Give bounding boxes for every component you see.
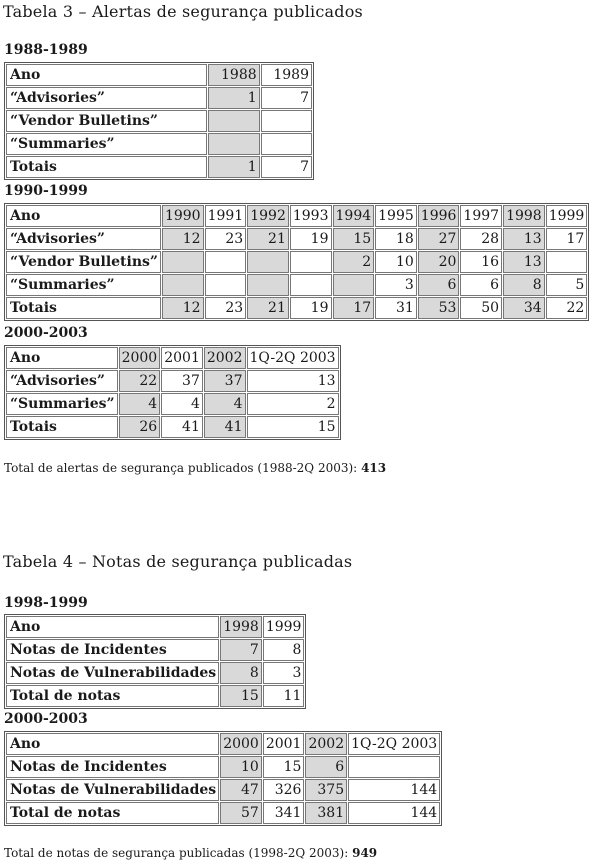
header-cell: 1988 (208, 64, 259, 86)
table-cell: 13 (247, 370, 339, 392)
table-cell: 19 (290, 297, 332, 319)
table-cell: 50 (460, 297, 502, 319)
header-cell: 1991 (205, 205, 247, 227)
table-cell (290, 251, 332, 273)
table-cell: 22 (119, 370, 161, 392)
table-cell: 27 (418, 228, 460, 250)
row-label: “Summaries” (6, 393, 118, 415)
header-cell: 1999 (263, 616, 305, 638)
table-header-row (6, 733, 440, 755)
table-cell: 31 (375, 297, 417, 319)
header-cell: 1996 (418, 205, 460, 227)
table-cell (348, 756, 440, 778)
table3-total-line (4, 461, 386, 475)
table-cell: 21 (247, 228, 289, 250)
row-label: Notas de Incidentes (6, 639, 219, 661)
table-cell: 47 (220, 779, 262, 801)
header-cell: 2002 (204, 347, 246, 369)
table-cell: 19 (290, 228, 332, 250)
table-row (6, 802, 440, 824)
table-row (6, 110, 312, 132)
table-cell: 16 (460, 251, 502, 273)
table-cell: 6 (418, 274, 460, 296)
table-cell: 15 (247, 416, 339, 438)
table-cell: 2 (333, 251, 375, 273)
table-row (6, 133, 312, 155)
table-cell: 144 (348, 802, 440, 824)
table-cell (290, 274, 332, 296)
table4-2000-2003 (4, 731, 442, 826)
header-cell: Ano (6, 733, 219, 755)
table-cell: 7 (261, 87, 312, 109)
table-cell: 7 (220, 639, 262, 661)
table4-caption: Tabela 4 – Notas de segurança publicadas (3, 552, 353, 571)
table-cell: 41 (204, 416, 246, 438)
table3-section-2000-2003-title: 2000-2003 (4, 325, 88, 341)
row-label: “Summaries” (6, 274, 161, 296)
table-row (6, 685, 304, 707)
table-cell: 13 (503, 228, 545, 250)
table-cell: 4 (204, 393, 246, 415)
table-header-row (6, 616, 304, 638)
table-cell: 3 (375, 274, 417, 296)
table-row (6, 779, 440, 801)
header-cell: 1Q-2Q 2003 (247, 347, 339, 369)
table-row (6, 87, 312, 109)
row-label: Total de notas (6, 685, 219, 707)
header-cell: 1Q-2Q 2003 (348, 733, 440, 755)
header-cell: 1998 (220, 616, 262, 638)
table-row (6, 639, 304, 661)
table-cell: 26 (119, 416, 161, 438)
table3-section-1988-1989-title: 1988-1989 (4, 42, 88, 58)
table-row (6, 297, 587, 319)
table-row (6, 416, 339, 438)
table-cell: 37 (161, 370, 203, 392)
table-cell: 6 (460, 274, 502, 296)
table-cell: 375 (305, 779, 347, 801)
table-cell: 381 (305, 802, 347, 824)
header-cell: 1992 (247, 205, 289, 227)
table-cell: 41 (161, 416, 203, 438)
table-cell: 1 (208, 87, 259, 109)
header-cell: Ano (6, 64, 207, 86)
header-cell: 1997 (460, 205, 502, 227)
table-cell (162, 251, 204, 273)
table-cell: 28 (460, 228, 502, 250)
row-label: Totais (6, 156, 207, 178)
table-cell: 37 (204, 370, 246, 392)
row-label: “Advisories” (6, 87, 207, 109)
row-label: “Vendor Bulletins” (6, 251, 161, 273)
table-cell: 22 (546, 297, 588, 319)
table-row (6, 393, 339, 415)
table-cell (261, 110, 312, 132)
table-cell: 8 (220, 662, 262, 684)
table-cell (247, 251, 289, 273)
table3-1988-1989 (4, 62, 314, 180)
table-cell: 144 (348, 779, 440, 801)
table3-section-1990-1999-title: 1990-1999 (4, 183, 88, 199)
header-cell: 1990 (162, 205, 204, 227)
table-row (6, 370, 339, 392)
table-cell: 1 (208, 156, 259, 178)
table-cell: 12 (162, 297, 204, 319)
table-cell: 10 (220, 756, 262, 778)
header-cell: 1994 (333, 205, 375, 227)
row-label: “Summaries” (6, 133, 207, 155)
header-cell: Ano (6, 616, 219, 638)
table-cell (546, 251, 588, 273)
table-cell: 2 (247, 393, 339, 415)
table-header-row (6, 64, 312, 86)
table4-total-value: 949 (352, 846, 378, 860)
table-cell (333, 274, 375, 296)
header-cell: 1993 (290, 205, 332, 227)
table-cell: 341 (263, 802, 305, 824)
table4-1998-1999 (4, 614, 306, 709)
table-header-row (6, 347, 339, 369)
table4-section-2000-2003-title: 2000-2003 (4, 711, 88, 727)
table3-total-value: 413 (361, 461, 387, 475)
table-row (6, 156, 312, 178)
table-cell (162, 274, 204, 296)
table4-section-1998-1999-title: 1998-1999 (4, 595, 88, 611)
header-cell: 2000 (119, 347, 161, 369)
table-cell: 13 (503, 251, 545, 273)
table-cell (247, 274, 289, 296)
row-label: “Advisories” (6, 228, 161, 250)
table-cell: 326 (263, 779, 305, 801)
header-cell: 2000 (220, 733, 262, 755)
row-label: Notas de Vulnerabilidades (6, 662, 219, 684)
header-cell: 1989 (261, 64, 312, 86)
table-cell: 15 (333, 228, 375, 250)
row-label: Totais (6, 297, 161, 319)
table-row (6, 756, 440, 778)
table3-1990-1999 (4, 203, 589, 321)
table-row (6, 274, 587, 296)
table-cell: 8 (263, 639, 305, 661)
table-cell: 3 (263, 662, 305, 684)
table-cell: 7 (261, 156, 312, 178)
row-label: “Advisories” (6, 370, 118, 392)
table-cell: 11 (263, 685, 305, 707)
table-cell: 4 (119, 393, 161, 415)
table-cell: 57 (220, 802, 262, 824)
header-cell: Ano (6, 205, 161, 227)
table-cell (208, 133, 259, 155)
table-cell: 6 (305, 756, 347, 778)
table-cell (205, 251, 247, 273)
row-label: Notas de Vulnerabilidades (6, 779, 219, 801)
table-cell: 17 (546, 228, 588, 250)
table3-caption: Tabela 3 – Alertas de segurança publicados (3, 2, 363, 21)
table-row (6, 251, 587, 273)
table4-total-text: Total de notas de segurança publicadas (1998-2Q 2003): (4, 846, 349, 860)
table-cell: 34 (503, 297, 545, 319)
table-cell (261, 133, 312, 155)
table-header-row (6, 205, 587, 227)
header-cell: 1999 (546, 205, 588, 227)
table4-total-line (4, 846, 377, 860)
header-cell: 1995 (375, 205, 417, 227)
table-cell: 53 (418, 297, 460, 319)
header-cell: 1998 (503, 205, 545, 227)
row-label: “Vendor Bulletins” (6, 110, 207, 132)
table-cell: 5 (546, 274, 588, 296)
header-cell: Ano (6, 347, 118, 369)
table-cell (205, 274, 247, 296)
table-row (6, 228, 587, 250)
table-row (6, 662, 304, 684)
table-cell: 10 (375, 251, 417, 273)
table3-2000-2003 (4, 345, 341, 440)
header-cell: 2001 (161, 347, 203, 369)
table-cell: 23 (205, 228, 247, 250)
table-cell: 8 (503, 274, 545, 296)
table-cell (208, 110, 259, 132)
row-label: Notas de Incidentes (6, 756, 219, 778)
row-label: Totais (6, 416, 118, 438)
table-cell: 23 (205, 297, 247, 319)
header-cell: 2001 (263, 733, 305, 755)
row-label: Total de notas (6, 802, 219, 824)
table3-total-text: Total de alertas de segurança publicados (1988-2Q 2003): (4, 461, 358, 475)
table-cell: 20 (418, 251, 460, 273)
table-cell: 21 (247, 297, 289, 319)
table-cell: 12 (162, 228, 204, 250)
table-cell: 4 (161, 393, 203, 415)
table-cell: 15 (220, 685, 262, 707)
header-cell: 2002 (305, 733, 347, 755)
table-cell: 17 (333, 297, 375, 319)
table-cell: 15 (263, 756, 305, 778)
table-cell: 18 (375, 228, 417, 250)
